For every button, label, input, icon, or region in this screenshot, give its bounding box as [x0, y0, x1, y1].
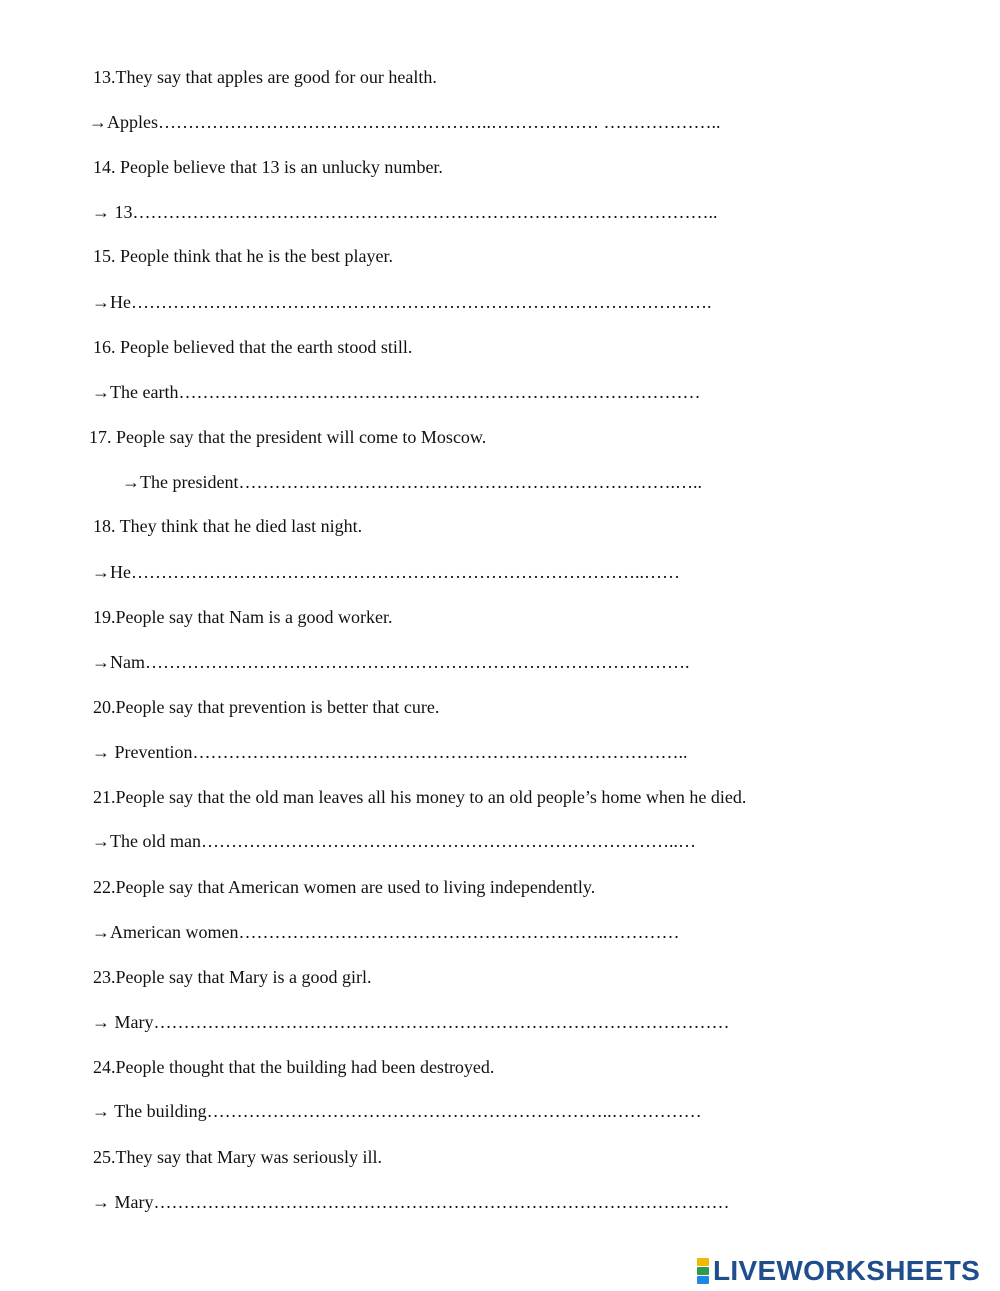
liveworksheets-logo-icon — [697, 1258, 709, 1284]
exercise-13-question: 13.They say that apples are good for our health. — [93, 67, 437, 87]
exercise-17-question: 17. People say that the president will come to Moscow. — [89, 427, 487, 447]
exercise-18-question: 18. They think that he died last night. — [93, 516, 363, 536]
exercise-24-answer-line[interactable]: → The building…………………………………………………………..…………… — [92, 1101, 702, 1121]
exercise-21-answer-line[interactable]: →The old man……………………………………………………………………..… — [92, 831, 696, 851]
exercise-20-answer-line[interactable]: → Prevention……………………………………………………………………….. — [92, 742, 688, 762]
exercise-14-answer-line[interactable]: → 13…………………………………………………………………………………….. — [92, 202, 718, 222]
logo-block-blue — [697, 1276, 709, 1284]
exercise-23-answer-line[interactable]: → Mary…………………………………………………………………………………… — [92, 1012, 730, 1032]
liveworksheets-logo — [697, 1254, 980, 1288]
exercise-13-answer-line[interactable]: →Apples………………………………………………..……………… ……………….. — [89, 112, 721, 132]
logo-block-yellow — [697, 1258, 709, 1266]
exercise-23-question: 23.People say that Mary is a good girl. — [93, 967, 372, 987]
exercise-20-question: 20.People say that prevention is better that cure. — [93, 697, 440, 717]
exercise-15-answer-line[interactable]: →He……………………………………………………………………………………. — [92, 292, 712, 312]
exercise-21-question: 21.People say that the old man leaves all his money to an old people’s home when he died. — [93, 787, 747, 807]
exercise-18-answer-line[interactable]: →He…………………………………………………………………………..…… — [92, 562, 680, 582]
exercise-25-question: 25.They say that Mary was seriously ill. — [93, 1147, 382, 1167]
exercise-14-question: 14. People believe that 13 is an unlucky number. — [93, 157, 443, 177]
exercise-16-question: 16. People believed that the earth stood still. — [93, 337, 413, 357]
exercise-22-answer-line[interactable]: →American women……………………………………………………..………… — [92, 922, 680, 942]
exercise-24-question: 24.People thought that the building had been destroyed. — [93, 1057, 495, 1077]
exercise-17-answer-line[interactable]: →The president……………………………………………………………….….. — [122, 472, 702, 492]
exercise-15-question: 15. People think that he is the best player. — [93, 246, 393, 266]
logo-block-green — [697, 1267, 709, 1275]
exercise-22-question: 22.People say that American women are used to living independently. — [93, 877, 596, 897]
exercise-16-answer-line[interactable]: →The earth…………………………………………………………………………… — [92, 382, 701, 402]
exercise-25-answer-line[interactable]: → Mary…………………………………………………………………………………… — [92, 1192, 730, 1212]
liveworksheets-logo-text: LIVEWORKSHEETS — [713, 1255, 981, 1286]
exercise-19-question: 19.People say that Nam is a good worker. — [93, 607, 393, 627]
exercise-19-answer-line[interactable]: →Nam………………………………………………………………………………. — [92, 652, 690, 672]
